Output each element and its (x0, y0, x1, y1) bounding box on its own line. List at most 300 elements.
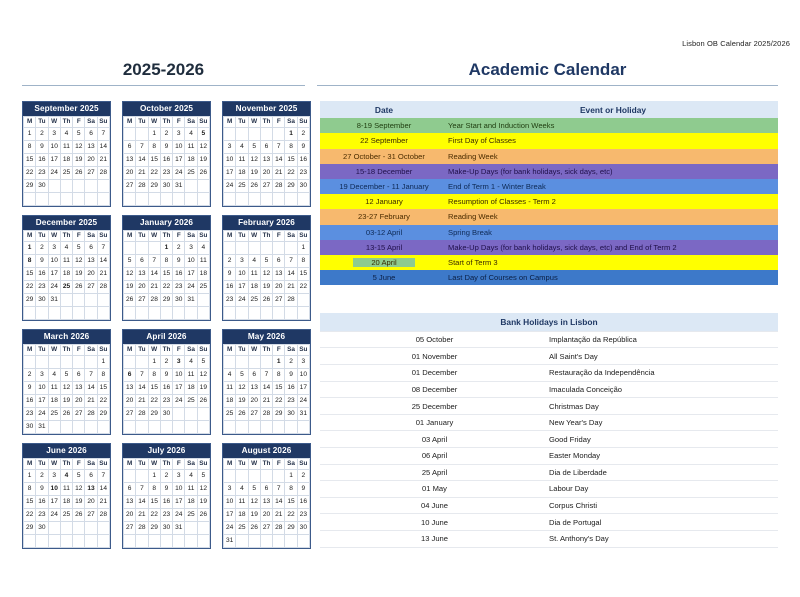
calendar-day-cell[interactable]: 25 (48, 407, 60, 420)
calendar-day-cell[interactable]: 28 (97, 508, 109, 521)
calendar-day-cell[interactable]: 25 (185, 166, 197, 179)
calendar-day-cell[interactable]: 17 (224, 166, 236, 179)
calendar-day-cell[interactable]: 26 (73, 166, 85, 179)
calendar-day-cell[interactable]: 26 (197, 394, 209, 407)
calendar-day-cell[interactable]: 29 (148, 407, 160, 420)
calendar-day-cell[interactable]: 5 (124, 254, 136, 267)
calendar-day-cell[interactable]: 24 (224, 179, 236, 192)
calendar-day-cell[interactable]: 30 (24, 420, 36, 433)
calendar-day-cell[interactable]: 9 (224, 267, 236, 280)
calendar-day-cell[interactable]: 14 (97, 482, 109, 495)
calendar-day-cell[interactable]: 10 (36, 381, 48, 394)
calendar-day-cell[interactable]: 13 (136, 267, 148, 280)
calendar-day-cell[interactable]: 6 (260, 482, 272, 495)
calendar-day-cell[interactable]: 5 (73, 469, 85, 482)
calendar-day-cell[interactable]: 7 (97, 241, 109, 254)
calendar-day-cell[interactable]: 7 (136, 368, 148, 381)
calendar-day-cell[interactable]: 11 (185, 140, 197, 153)
calendar-day-cell[interactable]: 21 (285, 280, 297, 293)
calendar-day-cell[interactable]: 15 (24, 153, 36, 166)
calendar-day-cell[interactable]: 1 (24, 241, 36, 254)
calendar-day-cell[interactable]: 27 (124, 521, 136, 534)
calendar-day-cell[interactable]: 20 (248, 394, 260, 407)
calendar-day-cell[interactable]: 14 (85, 381, 97, 394)
calendar-day-cell[interactable]: 17 (297, 381, 309, 394)
calendar-day-cell[interactable]: 7 (97, 127, 109, 140)
calendar-day-cell[interactable]: 14 (260, 381, 272, 394)
calendar-day-cell[interactable]: 3 (236, 254, 248, 267)
calendar-day-cell[interactable]: 31 (173, 179, 185, 192)
calendar-day-cell[interactable]: 23 (160, 394, 172, 407)
calendar-day-cell[interactable]: 27 (85, 508, 97, 521)
calendar-day-cell[interactable]: 14 (148, 267, 160, 280)
calendar-day-cell[interactable]: 29 (285, 521, 297, 534)
calendar-day-cell[interactable]: 12 (197, 368, 209, 381)
calendar-day-cell[interactable]: 1 (97, 355, 109, 368)
calendar-day-cell[interactable]: 6 (248, 368, 260, 381)
calendar-day-cell[interactable]: 3 (173, 355, 185, 368)
calendar-day-cell[interactable]: 15 (285, 495, 297, 508)
calendar-day-cell[interactable]: 5 (236, 368, 248, 381)
calendar-day-cell[interactable]: 11 (236, 153, 248, 166)
calendar-day-cell[interactable]: 14 (136, 153, 148, 166)
calendar-day-cell[interactable]: 20 (124, 394, 136, 407)
calendar-day-cell[interactable]: 12 (124, 267, 136, 280)
calendar-day-cell[interactable]: 31 (224, 534, 236, 547)
calendar-day-cell[interactable]: 21 (97, 495, 109, 508)
calendar-day-cell[interactable]: 5 (73, 127, 85, 140)
calendar-day-cell[interactable]: 8 (148, 482, 160, 495)
calendar-day-cell[interactable]: 6 (73, 368, 85, 381)
calendar-day-cell[interactable]: 2 (297, 127, 309, 140)
calendar-day-cell[interactable]: 9 (285, 368, 297, 381)
calendar-day-cell[interactable]: 29 (285, 179, 297, 192)
calendar-day-cell[interactable]: 8 (24, 254, 36, 267)
calendar-day-cell[interactable]: 8 (273, 368, 285, 381)
calendar-day-cell[interactable]: 5 (197, 469, 209, 482)
calendar-day-cell[interactable]: 8 (24, 482, 36, 495)
calendar-day-cell[interactable]: 11 (185, 368, 197, 381)
calendar-day-cell[interactable]: 9 (160, 140, 172, 153)
calendar-day-cell[interactable]: 19 (236, 394, 248, 407)
calendar-day-cell[interactable]: 5 (248, 482, 260, 495)
calendar-day-cell[interactable]: 8 (97, 368, 109, 381)
calendar-day-cell[interactable]: 10 (173, 368, 185, 381)
calendar-day-cell[interactable]: 4 (185, 355, 197, 368)
calendar-day-cell[interactable]: 20 (73, 394, 85, 407)
calendar-day-cell[interactable]: 9 (297, 482, 309, 495)
calendar-day-cell[interactable]: 5 (73, 241, 85, 254)
calendar-day-cell[interactable]: 23 (36, 508, 48, 521)
calendar-day-cell[interactable]: 30 (160, 521, 172, 534)
calendar-day-cell[interactable]: 15 (285, 153, 297, 166)
calendar-day-cell[interactable]: 7 (260, 368, 272, 381)
calendar-day-cell[interactable]: 18 (60, 495, 72, 508)
calendar-day-cell[interactable]: 25 (236, 179, 248, 192)
calendar-day-cell[interactable]: 1 (24, 127, 36, 140)
calendar-day-cell[interactable]: 14 (273, 495, 285, 508)
calendar-day-cell[interactable]: 19 (248, 508, 260, 521)
calendar-day-cell[interactable]: 23 (297, 166, 309, 179)
calendar-day-cell[interactable]: 13 (273, 267, 285, 280)
calendar-day-cell[interactable]: 29 (160, 293, 172, 306)
calendar-day-cell[interactable]: 2 (160, 469, 172, 482)
calendar-day-cell[interactable]: 25 (236, 521, 248, 534)
calendar-day-cell[interactable]: 28 (273, 521, 285, 534)
calendar-day-cell[interactable]: 21 (136, 394, 148, 407)
calendar-day-cell[interactable]: 21 (260, 394, 272, 407)
calendar-day-cell[interactable]: 1 (160, 241, 172, 254)
calendar-day-cell[interactable]: 6 (136, 254, 148, 267)
calendar-day-cell[interactable]: 20 (136, 280, 148, 293)
calendar-day-cell[interactable]: 21 (273, 508, 285, 521)
calendar-day-cell[interactable]: 30 (285, 407, 297, 420)
calendar-day-cell[interactable]: 16 (173, 267, 185, 280)
calendar-day-cell[interactable]: 16 (224, 280, 236, 293)
calendar-day-cell[interactable]: 13 (85, 140, 97, 153)
calendar-day-cell[interactable]: 24 (224, 521, 236, 534)
calendar-day-cell[interactable]: 8 (160, 254, 172, 267)
calendar-day-cell[interactable]: 15 (297, 267, 309, 280)
calendar-day-cell[interactable]: 11 (60, 140, 72, 153)
calendar-day-cell[interactable]: 4 (236, 482, 248, 495)
calendar-day-cell[interactable]: 18 (48, 394, 60, 407)
calendar-day-cell[interactable]: 1 (24, 469, 36, 482)
calendar-day-cell[interactable]: 4 (48, 368, 60, 381)
calendar-day-cell[interactable]: 12 (236, 381, 248, 394)
calendar-day-cell[interactable]: 3 (173, 469, 185, 482)
calendar-day-cell[interactable]: 2 (224, 254, 236, 267)
calendar-day-cell[interactable]: 26 (260, 293, 272, 306)
calendar-day-cell[interactable]: 30 (36, 179, 48, 192)
calendar-day-cell[interactable]: 12 (73, 482, 85, 495)
calendar-day-cell[interactable]: 31 (48, 293, 60, 306)
calendar-day-cell[interactable]: 25 (185, 508, 197, 521)
calendar-day-cell[interactable]: 17 (185, 267, 197, 280)
calendar-day-cell[interactable]: 19 (248, 166, 260, 179)
calendar-day-cell[interactable]: 9 (173, 254, 185, 267)
calendar-day-cell[interactable]: 23 (36, 166, 48, 179)
calendar-day-cell[interactable]: 11 (236, 495, 248, 508)
calendar-day-cell[interactable]: 10 (48, 482, 60, 495)
calendar-day-cell[interactable]: 16 (160, 495, 172, 508)
calendar-day-cell[interactable]: 8 (148, 368, 160, 381)
calendar-day-cell[interactable]: 9 (24, 381, 36, 394)
calendar-day-cell[interactable]: 3 (224, 482, 236, 495)
calendar-day-cell[interactable]: 23 (173, 280, 185, 293)
calendar-day-cell[interactable]: 12 (248, 153, 260, 166)
calendar-day-cell[interactable]: 26 (197, 508, 209, 521)
calendar-day-cell[interactable]: 29 (24, 179, 36, 192)
calendar-day-cell[interactable]: 3 (224, 140, 236, 153)
calendar-day-cell[interactable]: 27 (273, 293, 285, 306)
calendar-day-cell[interactable]: 3 (48, 241, 60, 254)
calendar-day-cell[interactable]: 3 (48, 469, 60, 482)
calendar-day-cell[interactable]: 6 (124, 368, 136, 381)
calendar-day-cell[interactable]: 17 (236, 280, 248, 293)
calendar-day-cell[interactable]: 8 (285, 140, 297, 153)
calendar-day-cell[interactable]: 1 (285, 469, 297, 482)
calendar-day-cell[interactable]: 16 (297, 495, 309, 508)
calendar-day-cell[interactable]: 25 (197, 280, 209, 293)
calendar-day-cell[interactable]: 13 (260, 153, 272, 166)
calendar-day-cell[interactable]: 3 (36, 368, 48, 381)
calendar-day-cell[interactable]: 27 (73, 407, 85, 420)
calendar-day-cell[interactable]: 2 (36, 241, 48, 254)
calendar-day-cell[interactable]: 16 (297, 153, 309, 166)
calendar-day-cell[interactable]: 15 (24, 495, 36, 508)
calendar-day-cell[interactable]: 15 (148, 495, 160, 508)
calendar-day-cell[interactable]: 20 (85, 153, 97, 166)
calendar-day-cell[interactable]: 28 (85, 407, 97, 420)
calendar-day-cell[interactable]: 28 (285, 293, 297, 306)
calendar-day-cell[interactable]: 25 (60, 280, 72, 293)
calendar-day-cell[interactable]: 22 (273, 394, 285, 407)
calendar-day-cell[interactable]: 19 (73, 153, 85, 166)
calendar-day-cell[interactable]: 30 (36, 521, 48, 534)
calendar-day-cell[interactable]: 14 (136, 495, 148, 508)
calendar-day-cell[interactable]: 16 (36, 267, 48, 280)
calendar-day-cell[interactable]: 23 (160, 508, 172, 521)
calendar-day-cell[interactable]: 4 (185, 469, 197, 482)
calendar-day-cell[interactable]: 28 (97, 166, 109, 179)
calendar-day-cell[interactable]: 19 (260, 280, 272, 293)
calendar-day-cell[interactable]: 1 (297, 241, 309, 254)
calendar-day-cell[interactable]: 7 (97, 469, 109, 482)
calendar-day-cell[interactable]: 2 (297, 469, 309, 482)
calendar-day-cell[interactable]: 6 (124, 140, 136, 153)
calendar-day-cell[interactable]: 10 (48, 140, 60, 153)
calendar-day-cell[interactable]: 22 (148, 394, 160, 407)
calendar-day-cell[interactable]: 25 (60, 166, 72, 179)
calendar-day-cell[interactable]: 28 (273, 179, 285, 192)
calendar-day-cell[interactable]: 24 (173, 394, 185, 407)
calendar-day-cell[interactable]: 17 (48, 495, 60, 508)
calendar-day-cell[interactable]: 12 (197, 140, 209, 153)
calendar-day-cell[interactable]: 27 (248, 407, 260, 420)
calendar-day-cell[interactable]: 8 (24, 140, 36, 153)
calendar-day-cell[interactable]: 11 (60, 254, 72, 267)
calendar-day-cell[interactable]: 29 (24, 521, 36, 534)
calendar-day-cell[interactable]: 11 (197, 254, 209, 267)
calendar-day-cell[interactable]: 19 (197, 381, 209, 394)
calendar-day-cell[interactable]: 11 (48, 381, 60, 394)
calendar-day-cell[interactable]: 1 (285, 127, 297, 140)
calendar-day-cell[interactable]: 2 (173, 241, 185, 254)
calendar-day-cell[interactable]: 23 (224, 293, 236, 306)
calendar-day-cell[interactable]: 28 (148, 293, 160, 306)
calendar-day-cell[interactable]: 18 (236, 166, 248, 179)
calendar-day-cell[interactable]: 9 (160, 368, 172, 381)
calendar-day-cell[interactable]: 16 (36, 153, 48, 166)
calendar-day-cell[interactable]: 11 (185, 482, 197, 495)
calendar-day-cell[interactable]: 20 (124, 166, 136, 179)
calendar-day-cell[interactable]: 6 (273, 254, 285, 267)
calendar-day-cell[interactable]: 14 (136, 381, 148, 394)
calendar-day-cell[interactable]: 20 (273, 280, 285, 293)
calendar-day-cell[interactable]: 19 (73, 495, 85, 508)
calendar-day-cell[interactable]: 13 (248, 381, 260, 394)
calendar-day-cell[interactable]: 3 (48, 127, 60, 140)
calendar-day-cell[interactable]: 11 (224, 381, 236, 394)
calendar-day-cell[interactable]: 29 (24, 293, 36, 306)
calendar-day-cell[interactable]: 14 (97, 254, 109, 267)
calendar-day-cell[interactable]: 7 (136, 140, 148, 153)
calendar-day-cell[interactable]: 12 (73, 254, 85, 267)
calendar-day-cell[interactable]: 9 (160, 482, 172, 495)
calendar-day-cell[interactable]: 24 (48, 508, 60, 521)
calendar-day-cell[interactable]: 24 (236, 293, 248, 306)
calendar-day-cell[interactable]: 3 (185, 241, 197, 254)
calendar-day-cell[interactable]: 5 (260, 254, 272, 267)
calendar-day-cell[interactable]: 30 (173, 293, 185, 306)
calendar-day-cell[interactable]: 24 (48, 280, 60, 293)
calendar-day-cell[interactable]: 25 (60, 508, 72, 521)
calendar-day-cell[interactable]: 18 (248, 280, 260, 293)
calendar-day-cell[interactable]: 22 (148, 166, 160, 179)
calendar-day-cell[interactable]: 27 (85, 166, 97, 179)
calendar-day-cell[interactable]: 7 (285, 254, 297, 267)
calendar-day-cell[interactable]: 29 (97, 407, 109, 420)
calendar-day-cell[interactable]: 23 (36, 280, 48, 293)
calendar-day-cell[interactable]: 14 (97, 140, 109, 153)
calendar-day-cell[interactable]: 13 (124, 495, 136, 508)
calendar-day-cell[interactable]: 13 (85, 482, 97, 495)
calendar-day-cell[interactable]: 26 (73, 508, 85, 521)
calendar-day-cell[interactable]: 28 (136, 179, 148, 192)
calendar-day-cell[interactable]: 30 (160, 179, 172, 192)
calendar-day-cell[interactable]: 4 (236, 140, 248, 153)
calendar-day-cell[interactable]: 4 (185, 127, 197, 140)
calendar-day-cell[interactable]: 5 (248, 140, 260, 153)
calendar-day-cell[interactable]: 15 (148, 153, 160, 166)
calendar-day-cell[interactable]: 2 (160, 355, 172, 368)
calendar-day-cell[interactable]: 26 (248, 179, 260, 192)
calendar-day-cell[interactable]: 19 (124, 280, 136, 293)
calendar-day-cell[interactable]: 5 (60, 368, 72, 381)
calendar-day-cell[interactable]: 21 (136, 508, 148, 521)
calendar-day-cell[interactable]: 10 (48, 254, 60, 267)
calendar-day-cell[interactable]: 8 (285, 482, 297, 495)
calendar-day-cell[interactable]: 10 (236, 267, 248, 280)
calendar-day-cell[interactable]: 16 (24, 394, 36, 407)
calendar-day-cell[interactable]: 20 (85, 267, 97, 280)
calendar-day-cell[interactable]: 19 (197, 153, 209, 166)
calendar-day-cell[interactable]: 7 (273, 482, 285, 495)
calendar-day-cell[interactable]: 11 (248, 267, 260, 280)
calendar-day-cell[interactable]: 22 (285, 508, 297, 521)
calendar-day-cell[interactable]: 20 (260, 508, 272, 521)
calendar-day-cell[interactable]: 29 (273, 407, 285, 420)
calendar-day-cell[interactable]: 25 (224, 407, 236, 420)
calendar-day-cell[interactable]: 7 (273, 140, 285, 153)
calendar-day-cell[interactable]: 15 (97, 381, 109, 394)
calendar-day-cell[interactable]: 31 (185, 293, 197, 306)
calendar-day-cell[interactable]: 4 (60, 127, 72, 140)
calendar-day-cell[interactable]: 24 (36, 407, 48, 420)
calendar-day-cell[interactable]: 29 (148, 521, 160, 534)
calendar-day-cell[interactable]: 21 (97, 153, 109, 166)
calendar-day-cell[interactable]: 26 (124, 293, 136, 306)
calendar-day-cell[interactable]: 11 (60, 482, 72, 495)
calendar-day-cell[interactable]: 19 (73, 267, 85, 280)
calendar-day-cell[interactable]: 22 (97, 394, 109, 407)
calendar-day-cell[interactable]: 9 (36, 254, 48, 267)
calendar-day-cell[interactable]: 9 (36, 140, 48, 153)
calendar-day-cell[interactable]: 2 (24, 368, 36, 381)
calendar-day-cell[interactable]: 13 (73, 381, 85, 394)
calendar-day-cell[interactable]: 4 (248, 254, 260, 267)
calendar-day-cell[interactable]: 22 (24, 508, 36, 521)
calendar-day-cell[interactable]: 3 (297, 355, 309, 368)
calendar-day-cell[interactable]: 2 (36, 127, 48, 140)
calendar-day-cell[interactable]: 2 (285, 355, 297, 368)
calendar-day-cell[interactable]: 22 (297, 280, 309, 293)
calendar-day-cell[interactable]: 3 (173, 127, 185, 140)
calendar-day-cell[interactable]: 18 (185, 495, 197, 508)
calendar-day-cell[interactable]: 2 (36, 469, 48, 482)
calendar-day-cell[interactable]: 8 (297, 254, 309, 267)
calendar-day-cell[interactable]: 7 (148, 254, 160, 267)
calendar-day-cell[interactable]: 22 (24, 166, 36, 179)
calendar-day-cell[interactable]: 4 (224, 368, 236, 381)
calendar-day-cell[interactable]: 29 (148, 179, 160, 192)
calendar-day-cell[interactable]: 30 (160, 407, 172, 420)
calendar-day-cell[interactable]: 7 (85, 368, 97, 381)
calendar-day-cell[interactable]: 21 (97, 267, 109, 280)
calendar-day-cell[interactable]: 16 (160, 381, 172, 394)
calendar-day-cell[interactable]: 13 (124, 381, 136, 394)
calendar-day-cell[interactable]: 5 (197, 127, 209, 140)
calendar-day-cell[interactable]: 20 (85, 495, 97, 508)
calendar-day-cell[interactable]: 13 (85, 254, 97, 267)
calendar-day-cell[interactable]: 28 (136, 407, 148, 420)
calendar-day-cell[interactable]: 1 (273, 355, 285, 368)
calendar-day-cell[interactable]: 18 (60, 267, 72, 280)
calendar-day-cell[interactable]: 10 (297, 368, 309, 381)
calendar-day-cell[interactable]: 10 (185, 254, 197, 267)
calendar-day-cell[interactable]: 23 (24, 407, 36, 420)
calendar-day-cell[interactable]: 18 (185, 381, 197, 394)
calendar-day-cell[interactable]: 17 (224, 508, 236, 521)
calendar-day-cell[interactable]: 22 (148, 508, 160, 521)
calendar-day-cell[interactable]: 17 (48, 153, 60, 166)
calendar-day-cell[interactable]: 28 (136, 521, 148, 534)
calendar-day-cell[interactable]: 26 (60, 407, 72, 420)
calendar-day-cell[interactable]: 16 (36, 495, 48, 508)
calendar-day-cell[interactable]: 10 (173, 140, 185, 153)
calendar-day-cell[interactable]: 12 (73, 140, 85, 153)
calendar-day-cell[interactable]: 12 (260, 267, 272, 280)
calendar-day-cell[interactable]: 16 (285, 381, 297, 394)
calendar-day-cell[interactable]: 10 (173, 482, 185, 495)
calendar-day-cell[interactable]: 17 (173, 381, 185, 394)
calendar-day-cell[interactable]: 28 (260, 407, 272, 420)
calendar-day-cell[interactable]: 19 (60, 394, 72, 407)
calendar-day-cell[interactable]: 18 (185, 153, 197, 166)
calendar-day-cell[interactable]: 9 (36, 482, 48, 495)
calendar-day-cell[interactable]: 4 (60, 469, 72, 482)
calendar-day-cell[interactable]: 23 (160, 166, 172, 179)
calendar-day-cell[interactable]: 27 (124, 407, 136, 420)
calendar-day-cell[interactable]: 22 (285, 166, 297, 179)
calendar-day-cell[interactable]: 21 (136, 166, 148, 179)
calendar-day-cell[interactable]: 23 (297, 508, 309, 521)
calendar-day-cell[interactable]: 25 (248, 293, 260, 306)
calendar-day-cell[interactable]: 7 (136, 482, 148, 495)
calendar-day-cell[interactable]: 4 (197, 241, 209, 254)
calendar-day-cell[interactable]: 31 (173, 521, 185, 534)
